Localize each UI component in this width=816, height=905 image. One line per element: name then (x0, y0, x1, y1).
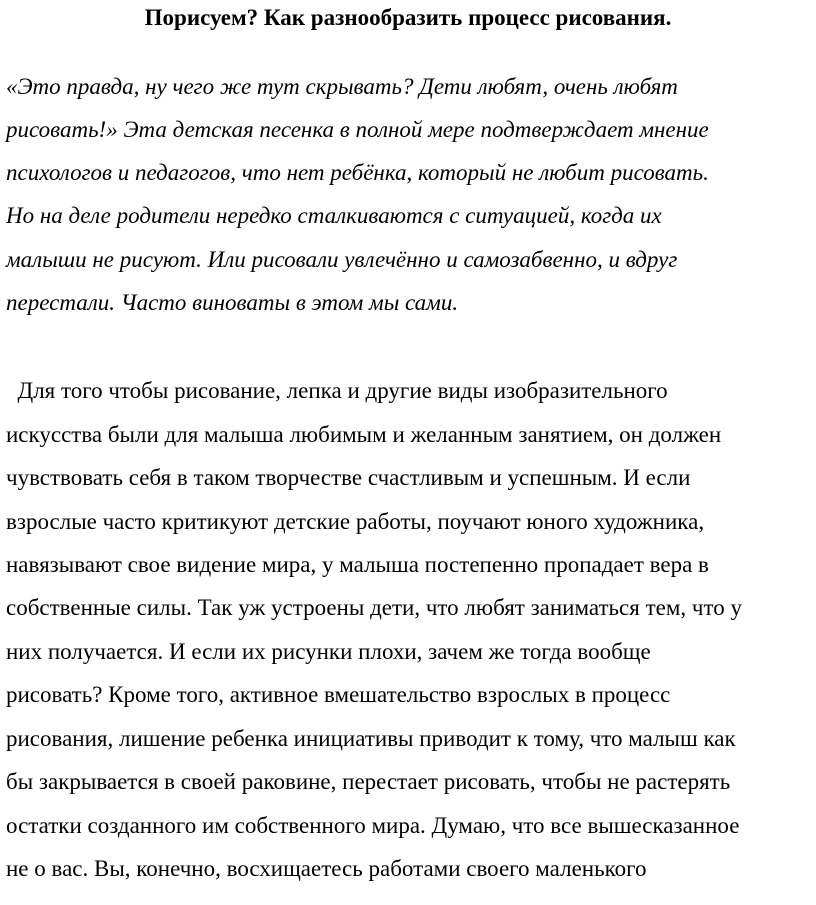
body-line: не о вас. Вы, конечно, восхищаетесь работами своего маленького (6, 856, 647, 881)
intro-line: «Это правда, ну чего же тут скрывать? Дети любят, очень любят (6, 74, 678, 99)
intro-line: Но на деле родители нередко сталкиваются с ситуацией, когда их (6, 203, 662, 228)
body-line: рисовать? Кроме того, активное вмешательство взрослых в процесс (6, 682, 671, 707)
body-line: собственные силы. Так уж устроены дети, что любят заниматься тем, что у (6, 595, 742, 620)
body-line: взрослые часто критикуют детские работы, поучают юного художника, (6, 509, 705, 534)
body-line: остатки созданного им собственного мира. Думаю, что все вышесказанное (6, 813, 740, 838)
body-line: них получается. И если их рисунки плохи, зачем же тогда вообще (6, 639, 651, 664)
intro-line: малыши не рисуют. Или рисовали увлечённо и самозабвенно, и вдруг (6, 247, 678, 272)
body-line: чувствовать себя в таком творчестве счастливым и успешным. И если (6, 465, 691, 490)
body-line: искусства были для малыша любимым и желанным занятием, он должен (6, 422, 722, 447)
document-title: Порисуем? Как разнообразить процесс рисования. (144, 5, 672, 30)
intro-line: рисовать!» Эта детская песенка в полной мере подтверждает мнение (6, 117, 709, 142)
body-line: бы закрывается в своей раковине, перестает рисовать, чтобы не растерять (6, 769, 731, 794)
intro-line: психологов и педагогов, что нет ребёнка, который не любит рисовать. (6, 160, 709, 185)
body-line: Для того чтобы рисование, лепка и другие виды изобразительного (6, 378, 668, 403)
body-line: навязывают свое видение мира, у малыша постепенно пропадает вера в (6, 552, 709, 577)
intro-line: перестали. Часто виноваты в этом мы сами. (6, 290, 459, 315)
body-line: рисования, лишение ребенка инициативы приводит к тому, что малыш как (6, 726, 736, 751)
